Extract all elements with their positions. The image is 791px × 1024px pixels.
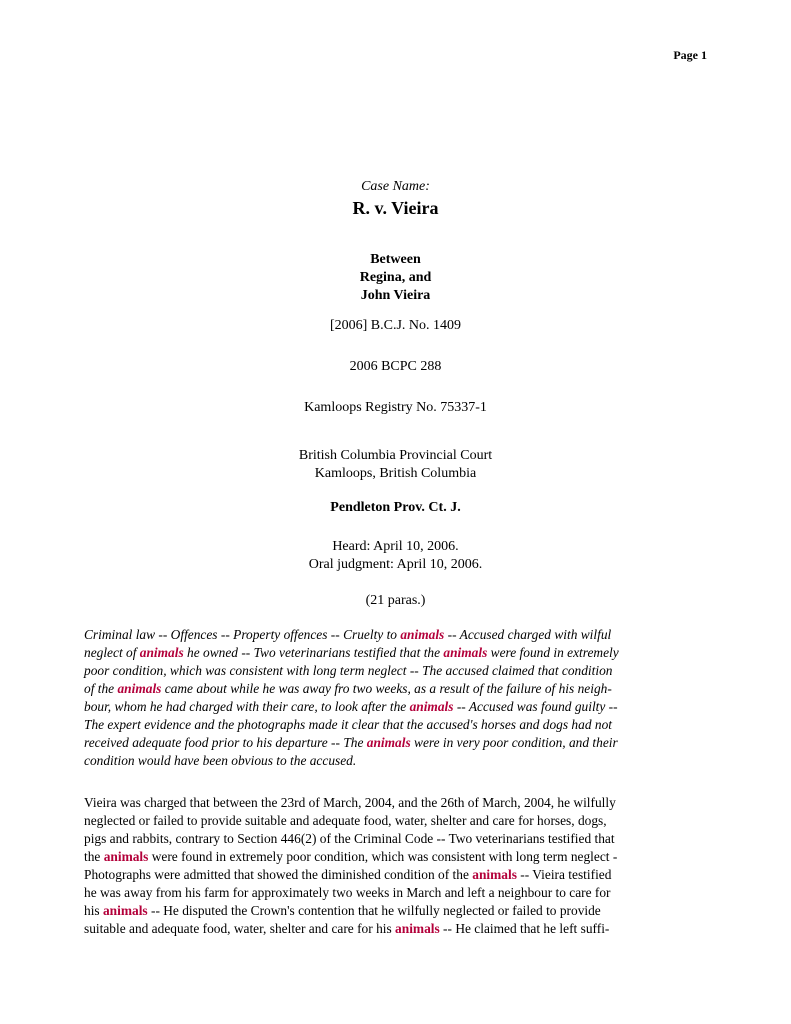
party-line: John Vieira (360, 288, 431, 303)
text-segment: his (84, 903, 103, 918)
search-highlight: animals (139, 645, 184, 660)
text-line (84, 662, 714, 680)
text-segment: Photographs were admitted that showed the diminished condition of the (84, 867, 473, 882)
search-highlight: animals (409, 699, 454, 714)
text-line (84, 644, 714, 662)
search-highlight: animals (443, 645, 488, 660)
text-segment: suitable and adequate food, water, shelter and care for his (84, 921, 396, 936)
judgment-date: Oral judgment: April 10, 2006. (308, 557, 483, 572)
text-segment: were found in extremely poor condition, which was consistent with long term neglect - (148, 849, 618, 864)
judge-name: Pendleton Prov. Ct. J. (330, 500, 461, 515)
text-segment: received adequate food prior to his departure -- The (84, 735, 367, 750)
text-line (84, 920, 714, 938)
page-number: Page 1 (673, 48, 707, 62)
paragraph-count: (21 paras.) (365, 593, 426, 608)
text-segment: he was away from his farm for approximately two weeks in March and left a neighbour to care for (84, 885, 611, 900)
text-segment: The expert evidence and the photographs made it clear that the accused's horses and dogs had not (84, 717, 612, 732)
case-name-label: Case Name: (361, 179, 430, 194)
text-line (84, 866, 714, 884)
text-line (84, 794, 714, 812)
text-segment: bour, whom he had charged with their care, to look after the (84, 699, 410, 714)
text-segment: were found in extremely (487, 645, 619, 660)
heard-date: Heard: April 10, 2006. (332, 539, 459, 554)
text-segment: -- Accused charged with wilful (444, 627, 612, 642)
court-block (0, 447, 791, 483)
text-line (84, 830, 714, 848)
text-line (84, 680, 714, 698)
text-line (84, 698, 714, 716)
text-segment: -- He claimed that he left suffi- (439, 921, 610, 936)
text-line (84, 716, 714, 734)
case-title: R. v. Vieira (352, 198, 439, 218)
text-segment: -- Vieira testified (516, 867, 612, 882)
text-segment: he owned -- Two veterinarians testified that the (183, 645, 444, 660)
text-segment: pigs and rabbits, contrary to Section 446(2) of the Criminal Code -- Two veterinarians testified that (84, 831, 615, 846)
parties-block (0, 251, 791, 305)
case-summary (84, 626, 714, 770)
text-segment: the (84, 849, 104, 864)
text-segment: Criminal law -- Offences -- Property offences -- Cruelty to (84, 627, 401, 642)
citation-bcj: [2006] B.C.J. No. 1409 (329, 318, 462, 333)
search-highlight: animals (472, 867, 517, 882)
court-line: Kamloops, British Columbia (314, 466, 477, 481)
text-segment: Vieira was charged that between the 23rd of March, 2004, and the 26th of March, 2004, he wilfully (84, 795, 616, 810)
text-line (84, 848, 714, 866)
search-highlight: animals (117, 681, 162, 696)
text-segment: neglected or failed to provide suitable and adequate food, water, shelter and care for horses, dogs, (84, 813, 607, 828)
text-segment: of the (84, 681, 118, 696)
registry-number: Kamloops Registry No. 75337-1 (304, 400, 487, 415)
court-line: British Columbia Provincial Court (298, 448, 493, 463)
text-line (84, 752, 714, 770)
text-line (84, 884, 714, 902)
text-segment: condition would have been obvious to the accused. (84, 753, 357, 768)
text-line (84, 902, 714, 920)
search-highlight: animals (102, 903, 148, 918)
text-line (84, 626, 714, 644)
text-line (84, 734, 714, 752)
text-segment: came about while he was away fro two weeks, as a result of the failure of his neigh- (161, 681, 612, 696)
text-line (84, 812, 714, 830)
dates-block (0, 538, 791, 574)
search-highlight: animals (366, 735, 411, 750)
text-segment: neglect of (84, 645, 140, 660)
text-segment: -- Accused was found guilty -- (453, 699, 618, 714)
text-segment: poor condition, which was consistent with long term neglect -- The accused claimed that condition (84, 663, 613, 678)
search-highlight: animals (103, 849, 149, 864)
text-segment: -- He disputed the Crown's contention that he wilfully neglected or failed to provide (147, 903, 601, 918)
case-body (84, 794, 714, 938)
citation-bcpc: 2006 BCPC 288 (349, 359, 442, 374)
search-highlight: animals (395, 921, 440, 936)
search-highlight: animals (400, 627, 445, 642)
text-segment: were in very poor condition, and their (410, 735, 618, 750)
party-line: Between (370, 252, 421, 267)
party-line: Regina, and (359, 270, 432, 285)
